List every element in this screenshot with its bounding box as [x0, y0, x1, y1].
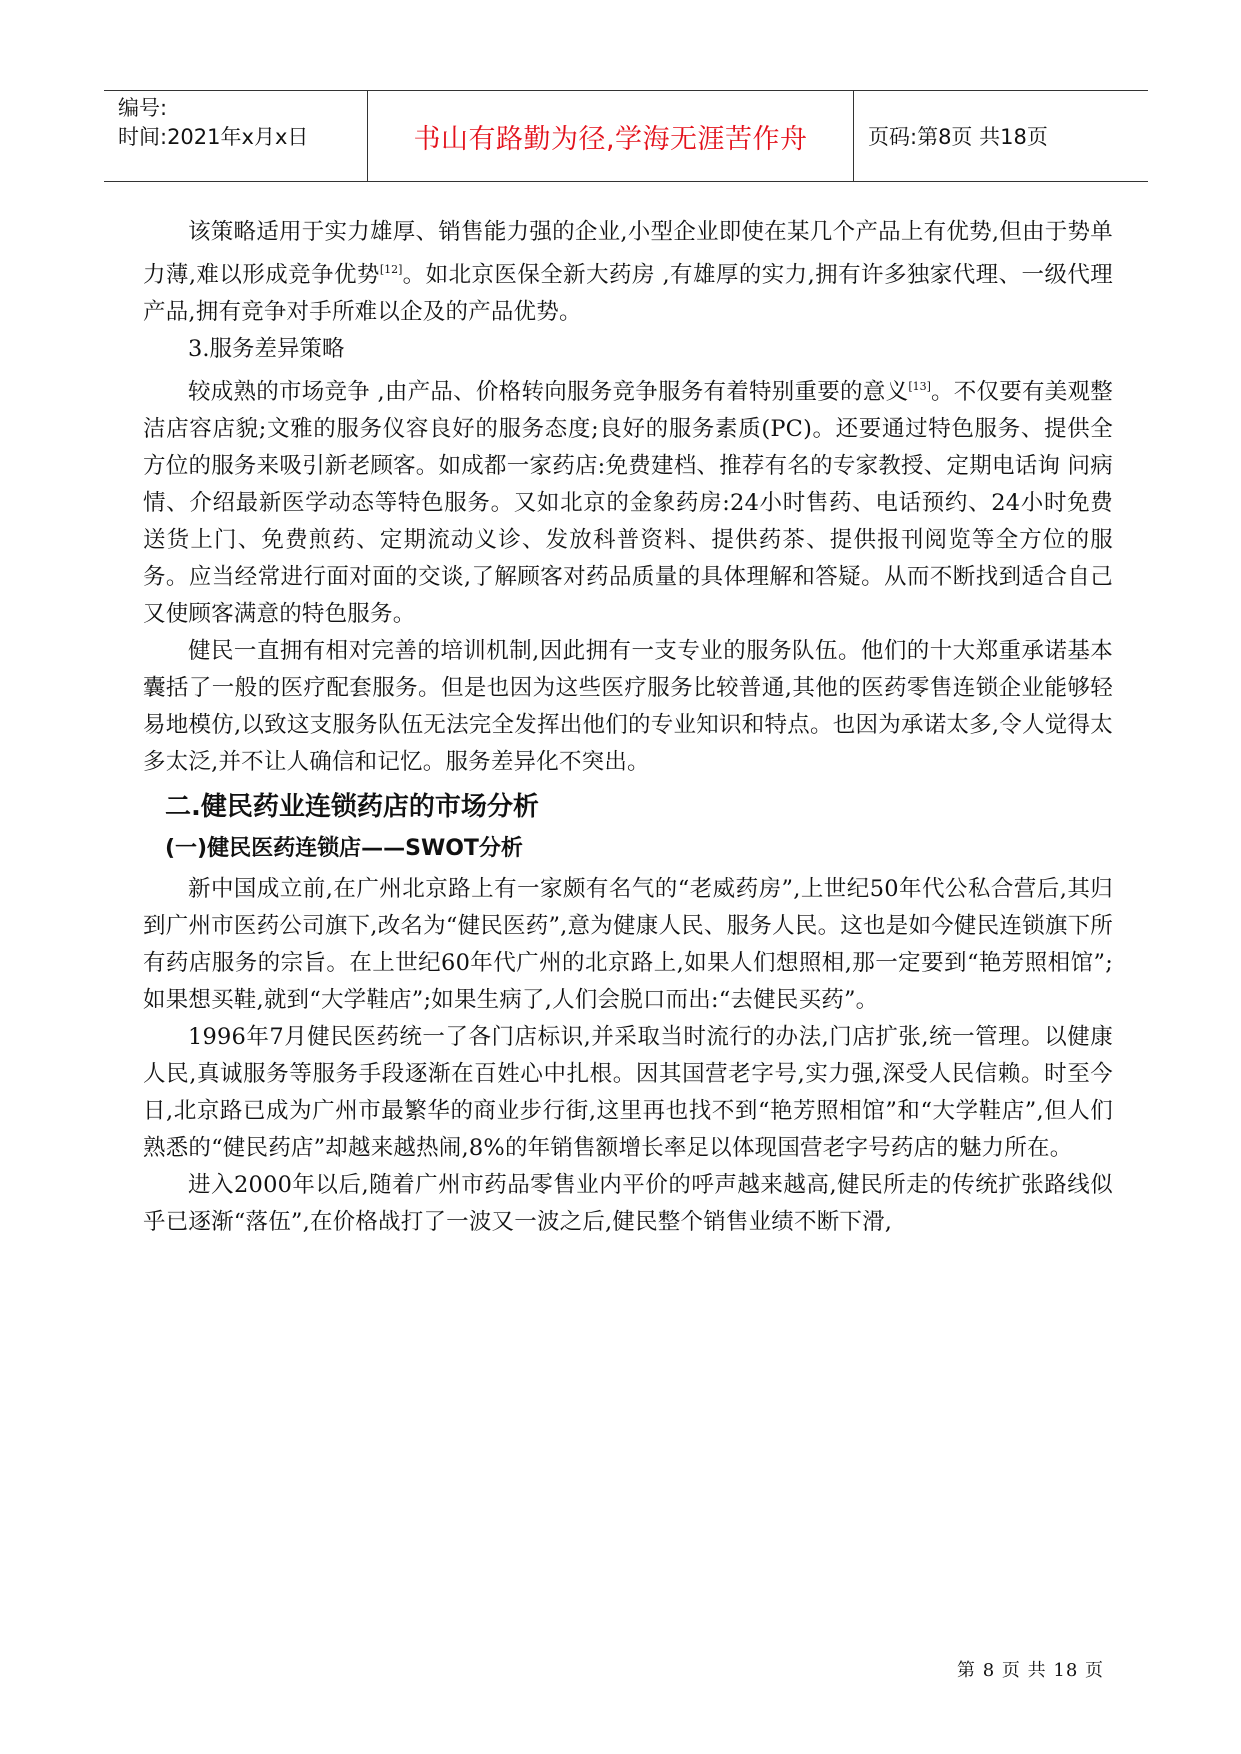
paragraph: 新中国成立前,在广州北京路上有一家颇有名气的“老威药房”,上世纪50年代公私合营后,其归到广州市医药公司旗下,改名为“健民医药”,意为健康人民、服务人民。这也是如今健民连锁旗下所有药店服务的宗旨。在上世纪60年代广州的北京路上,如果人们想照相,那一定要到“艳芳照相馆”;如果想买鞋,就到“大学鞋店”;如果生病了,人们会脱口而出:“去健民买药”。 [143, 876, 1113, 1013]
section-subheading: 3.服务差异策略 [188, 336, 345, 362]
paragraph-text: 较成熟的市场竞争 ,由产品、价格转向服务竞争服务有着特别重要的意义 [188, 379, 909, 405]
document-body [143, 214, 1113, 1241]
paragraph-text: 。如北京医保全新大药房 ,有雄厚的实力,拥有许多独家代理、一级代理产品,拥有竞争对手所难以企及的产品优势。 [143, 262, 1113, 325]
header-motto-cell [368, 91, 854, 181]
header-meta [104, 91, 368, 181]
section-heading: (一)健民医药连锁店——SWOT分析 [165, 836, 523, 861]
paragraph: 1996年7月健民医药统一了各门店标识,并采取当时流行的办法,门店扩张,统一管理。以健康人民,真诚服务等服务手段逐渐在百姓心中扎根。因其国营老字号,实力强,深受人民信赖。时至今日,北京路已成为广州市最繁华的商业步行街,这里再也找不到“艳芳照相馆”和“大学鞋店”,但人们熟悉的“健民药店”却越来越热闹,8%的年销售额增长率足以体现国营老字号药店的魅力所在。 [143, 1024, 1113, 1161]
page-footer-number: 第 8 页 共 18 页 [957, 1660, 1104, 1681]
paragraph: 进入2000年以后,随着广州市药品零售业内平价的呼声越来越高,健民所走的传统扩张路线似乎已逐渐“落伍”,在价格战打了一波又一波之后,健民整个销售业绩不断下滑, [143, 1172, 1113, 1235]
paragraph-text: 该策略适用于实力雄厚、销售能力强的企业,小型企业即使在某几个产品上有优势,但由于势单力薄,难以形成竞争优势 [143, 219, 1113, 288]
paragraph [143, 214, 1113, 331]
header-page-code-cell [854, 91, 1148, 181]
chapter-heading: 二.健民药业连锁药店的市场分析 [165, 792, 539, 822]
header-page-code: 页码:第8页 共18页 [868, 125, 1048, 149]
citation-ref: [13] [908, 380, 931, 393]
header-motto: 书山有路勤为径,学海无涯苦作舟 [413, 123, 808, 155]
citation-ref: [12] [379, 263, 403, 276]
paragraph [143, 368, 1113, 633]
paragraph-text: 。不仅要有美观整洁店容店貌;文雅的服务仪容良好的服务态度;良好的服务素质(PC)。还要通过特色服务、提供全方位的服务来吸引新老顾客。如成都一家药店:免费建档、推荐有名的专家教授、定期电话询 问病情、介绍最新医学动态等特色服务。又如北京的金象药房:24小时售药、电话预约、24小时免费送货上门、免费煎药、定期流动义诊、发放科普资料、提供药茶、提供报刊阅览等全方位的服务。应当经常进行面对面的交谈,了解顾客对药品质量的具体理解和答疑。从而不断找到适合自己又使顾客满意的特色服务。 [143, 379, 1114, 627]
document-number-label: 编号: [118, 96, 168, 120]
document-time: 时间:2021年x月x日 [118, 125, 309, 149]
page-header [104, 90, 1148, 182]
paragraph: 健民一直拥有相对完善的培训机制,因此拥有一支专业的服务队伍。他们的十大郑重承诺基本囊括了一般的医疗配套服务。但是也因为这些医疗服务比较普通,其他的医药零售连锁企业能够轻易地模仿,以致这支服务队伍无法完全发挥出他们的专业知识和特点。也因为承诺太多,令人觉得太多太泛,并不让人确信和记忆。服务差异化不突出。 [143, 638, 1113, 775]
